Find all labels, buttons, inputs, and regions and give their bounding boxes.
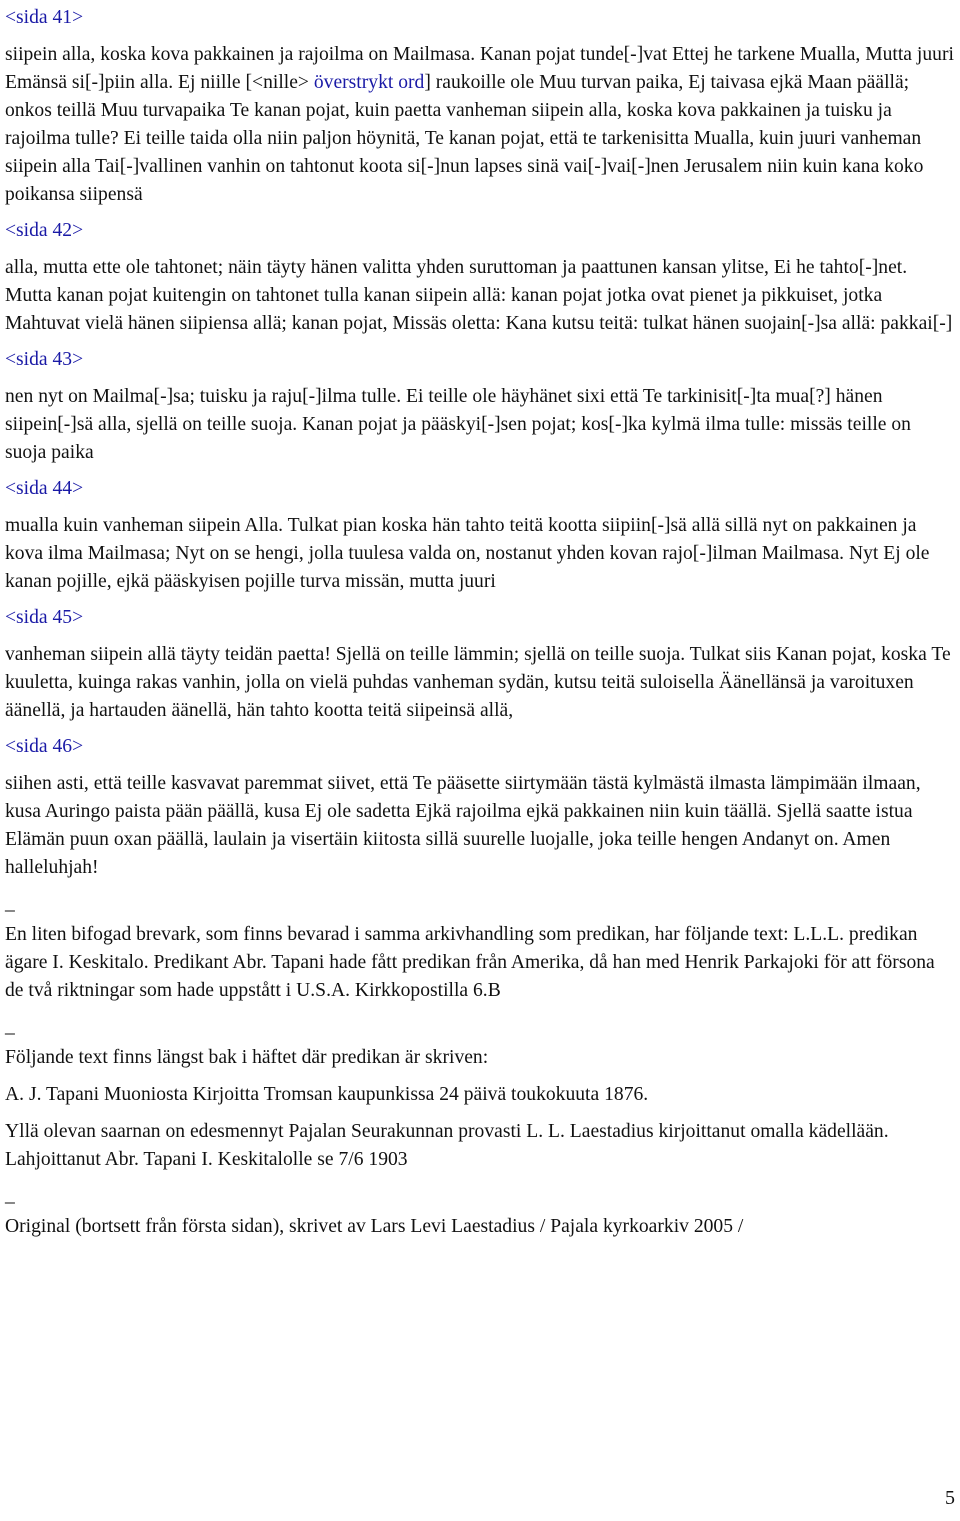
page-marker-43: <sida 43> [5, 349, 84, 370]
note-intro: Följande text finns längst bak i häftet där predikan är skriven: [5, 1047, 489, 1068]
page-44-text: mualla kuin vanheman siipein Alla. Tulkat pian koska hän tahto teitä kootta siipiin[-]sä allä sillä nyt on pakkainen ja kova ilma Mailmasa; Nyt on se hengi, jolla tuulesa valda on, nostanut yhden kovan rajo[-]ilman Mailmasa. Nyt Ej ole kanan pojille, ejkä pääskyisen pojille turva missän, mutta juuri [5, 515, 930, 592]
page-marker-45: <sida 45> [5, 607, 84, 628]
page-marker-42: <sida 42> [5, 220, 84, 241]
page-46-text: siihen asti, että teille kasvavat paremmat siivet, että Te pääsette siirtymään tästä kylmästä ilmasta lämpimään ilmaan, kusa Auringo paista pään päällä, kusa Ej ole sadetta Ejkä rajoilma ejkä pakkainen niin kuin täällä. Sjellä saatte istua Elämän puun oxan päällä, laulain ja visertäin kiitosta sillä suurelle luojalle, joka teille hengen Andanyt on. Amen halleluhjah! [5, 773, 921, 878]
separator: _ [5, 893, 15, 914]
note-bifogad-brevark: En liten bifogad brevark, som finns bevarad i samma arkivhandling som predikan, har följande text: L.L.L. predikan ägare I. Keskitalo. Predikant Abr. Tapani hade fått predikan från Amerika, då han med Henrik Parkajoki för att försona de två riktningar som hade uppstått i U.S.A. Kirkkopostilla 6.B [5, 924, 935, 1001]
page-41-text-a: siipein alla, koska kova pakkainen ja rajoilma on Mailmasa. Kanan pojat tunde[-]vat Ettej he tarkene Mualla, Mutta juuri Emänsä si[-]piin alla. Ej niille [<nille> [5, 44, 954, 93]
separator: _ [5, 1016, 15, 1037]
document-body [5, 4, 957, 1249]
page-42-text: alla, mutta ette ole tahtonet; näin täyty hänen valitta yhden suruttoman ja paattunen kansan ylitse, Ei he tahto[-]net. Mutta kanan pojat kuitengin on tahtonet tulla kanan siipein allä: kanan pojat jotka ovat pienet ja pikkuiset, jotka Mahtuvat vielä hänen siipiensa allä; kanan pojat, Missäs oletta: Kana kutsu teitä: tulkat hänen suojain[-]sa allä: pakkai[-] [5, 257, 953, 334]
page-41-text [5, 41, 957, 209]
source-line: Original (bortsett från första sidan), skrivet av Lars Levi Laestadius / Pajala kyrkoarkiv 2005 / [5, 1216, 744, 1237]
note-line-2: Yllä olevan saarnan on edesmennyt Pajalan Seurakunnan provasti L. L. Laestadius kirjoittanut omalla kädellään. Lahjoittanut Abr. Tapani I. Keskitalolle se 7/6 1903 [5, 1121, 889, 1170]
page-marker-46: <sida 46> [5, 736, 84, 757]
page-41-text-b: ] raukoille ole Muu turvan paika, Ej taivasa ejkä Maan päällä; onkos teillä Muu turvapaika Te kanan pojat, kuin paetta vanheman siipein alla, koska kova pakkainen ja tuisku ja rajoilma tulle? Ei teille taida olla niin paljon höynitä, Te kanan pojat, että te tarkenisitta Mualla, kuin juuri vanheman siipein alla Tai[-]vallinen vanhin on tahtonut koota si[-]nun lapses sinä vai[-]vai[-]nen Jerusalem niin kuin kana koko poikansa siipensä [5, 72, 924, 205]
page-marker-41: <sida 41> [5, 7, 84, 28]
page-marker-44: <sida 44> [5, 478, 84, 499]
page-43-text: nen nyt on Mailma[-]sa; tuisku ja raju[-]ilma tulle. Ei teille ole häyhänet sixi että Te tarkinisit[-]ta mua[?] hänen siipein[-]sä alla, sjellä on teille suoja. Kanan pojat ja pääskyi[-]sen pojat; kos[-]ka kylmä ilma tulle: missäs teille on suoja paika [5, 386, 911, 463]
page-45-text: vanheman siipein allä täyty teidän paetta! Sjellä on teille lämmin; sjellä on teille suoja. Tulkat siis Kanan pojat, koska Te kuuletta, kuinga rakas vanhin, jolla on vielä puhdas vanheman sydän, kutsu teitä suloisella Äänellänsä ja varoituxen äänellä, ja hartauden äänellä, hän tahto kootta teitä siipeinsä allä, [5, 644, 951, 721]
page-number: 5 [945, 1487, 955, 1509]
note-line-1: A. J. Tapani Muoniosta Kirjoitta Tromsan kaupunkissa 24 päivä toukokuuta 1876. [5, 1084, 649, 1105]
editorial-note: överstrykt ord [313, 72, 425, 93]
separator: _ [5, 1185, 15, 1206]
